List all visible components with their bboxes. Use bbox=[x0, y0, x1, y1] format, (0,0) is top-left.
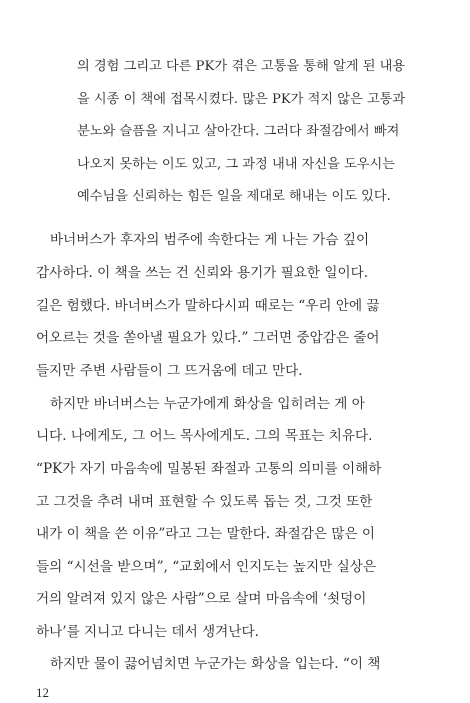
paragraph-line: 들의 “시선을 받으며”, “교회에서 인지도는 높지만 실상은 bbox=[36, 559, 376, 575]
paragraph-line: 바너버스가 후자의 범주에 속한다는 게 나는 가슴 깊이 bbox=[50, 232, 370, 248]
paragraph-line: 하지만 물이 끓어넘치면 누군가는 화상을 입는다. “이 책 bbox=[50, 656, 381, 672]
paragraph-line: 하나’를 지니고 다니는 데서 생겨난다. bbox=[36, 624, 259, 640]
paragraph-line: 하지만 바너버스는 누군가에게 화상을 입히려는 게 아 bbox=[50, 396, 365, 412]
paragraph-line: 니다. 나에게도, 그 어느 목사에게도. 그의 목표는 치유다. bbox=[36, 428, 373, 444]
paragraph-line: 내가 이 책을 쓴 이유”라고 그는 말한다. 좌절감은 많은 이 bbox=[36, 526, 376, 542]
paragraph-line: 거의 알려져 있지 않은 사람”으로 살며 마음속에 ‘쇳덩이 bbox=[36, 591, 367, 607]
quote-line: 의 경험 그리고 다른 PK가 겪은 고통을 통해 알게 된 내용 bbox=[77, 59, 406, 74]
paragraph-line: 들지만 주변 사람들이 그 뜨거움에 데고 만다. bbox=[36, 363, 303, 379]
paragraph-line: “PK가 자기 마음속에 밀봉된 좌절과 고통의 의미를 이해하 bbox=[36, 461, 382, 477]
quote-line: 을 시종 이 책에 접목시켰다. 많은 PK가 적지 않은 고통과 bbox=[77, 92, 406, 107]
quote-line: 나오지 못하는 이도 있고, 그 과정 내내 자신을 도우시는 bbox=[77, 157, 395, 172]
quote-line: 예수님을 신뢰하는 힘든 일을 제대로 해내는 이도 있다. bbox=[77, 189, 391, 204]
quote-line: 분노와 슬픔을 지니고 살아간다. 그러다 좌절감에서 빠져 bbox=[77, 124, 400, 139]
paragraph-line: 감사하다. 이 책을 쓰는 건 신뢰와 용기가 필요한 일이다. bbox=[36, 265, 369, 281]
paragraph-line: 고 그것을 추려 내며 표현할 수 있도록 돕는 것, 그것 또한 bbox=[36, 494, 373, 510]
paragraph-line: 어오르는 것을 쏟아낼 필요가 있다.” 그러면 중압감은 줄어 bbox=[36, 330, 380, 346]
page-number: 12 bbox=[36, 685, 49, 700]
paragraph-line: 길은 험했다. 바너버스가 말하다시피 때로는 “우리 안에 끓 bbox=[36, 298, 380, 314]
